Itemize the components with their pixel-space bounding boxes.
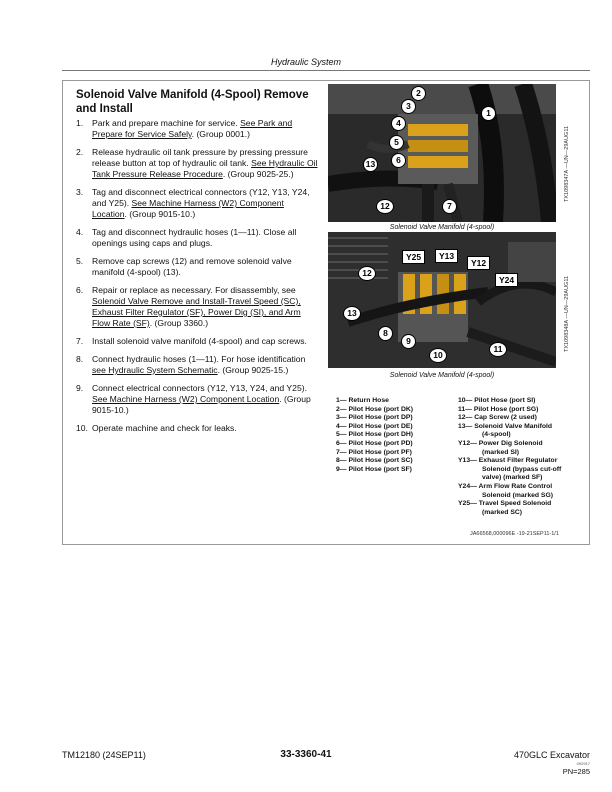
photo1-callout-6: 6 xyxy=(391,153,406,168)
photo2-tag-y24: Y24 xyxy=(495,273,518,287)
legend-item: 9— Pilot Hose (port SF) xyxy=(336,465,412,473)
footer-manual-id: TM12180 (24SEP11) xyxy=(62,750,146,760)
legend-item: 3— Pilot Hose (port DP) xyxy=(336,414,413,422)
step-text: Tag and disconnect electrical connectors (Y12, Y13, Y24, and Y25). xyxy=(92,187,310,208)
section-title: Solenoid Valve Manifold (4-Spool) Remove and Install xyxy=(76,89,309,115)
photo-2-caption: Solenoid Valve Manifold (4-spool) xyxy=(389,372,495,379)
step-text: . (Group 9015-10.) xyxy=(124,209,196,219)
document-code: JA66568,000096E -19-21SEP11-1/1 xyxy=(470,531,559,537)
procedure-step xyxy=(76,227,320,249)
step-text: Remove cap screws (12) and remove solenoid valve manifold (4-spool) (13). xyxy=(92,256,292,277)
step-text: . (Group 9025-15.) xyxy=(217,365,289,375)
photo1-callout-13: 13 xyxy=(363,157,378,172)
procedure-step xyxy=(76,336,320,347)
procedure-step xyxy=(76,423,320,434)
step-text: . (Group 3360.) xyxy=(149,318,209,328)
legend-item: Y25— Travel Speed Solenoid xyxy=(458,500,552,508)
header-rule xyxy=(62,70,590,71)
step-text: Release hydraulic oil tank pressure by pressing pressure release button at top of hydraulic oil tank. xyxy=(92,147,308,168)
step-text: Park and prepare machine for service. xyxy=(92,118,241,128)
photo-1-caption: Solenoid Valve Manifold (4-spool) xyxy=(389,224,495,231)
photo1-callout-4: 4 xyxy=(391,116,406,131)
photo-2-code: TX1098348A —UN—29AUG11 xyxy=(564,275,570,352)
legend-item: (marked SI) xyxy=(482,448,520,456)
legend-item: 6— Pilot Hose (port PD) xyxy=(336,439,413,447)
procedure-step xyxy=(76,187,320,220)
legend-item: 8— Pilot Hose (port SC) xyxy=(336,457,413,465)
procedure-step xyxy=(76,147,320,180)
legend-item: 10— Pilot Hose (port SI) xyxy=(458,397,536,404)
cross-reference-link[interactable]: Solenoid Valve Remove and Install-Travel Speed (SC), Exhaust Filter Regulator (SF), Power Dig (SI), and Arm Flow Rate (SF) xyxy=(92,296,301,328)
step-text: Connect hydraulic hoses (1—11). For hose identification xyxy=(92,354,306,364)
photo1-callout-5: 5 xyxy=(389,135,404,150)
photo2-tag-y12: Y12 xyxy=(467,256,490,270)
cross-reference-link[interactable]: See Hydraulic Oil Tank Pressure Release Procedure xyxy=(92,158,318,179)
legend-item: Y24— Arm Flow Rate Control xyxy=(458,482,553,490)
step-number: 6. xyxy=(76,285,84,295)
photo1-callout-1: 1 xyxy=(481,106,496,121)
step-number: 3. xyxy=(76,187,84,197)
procedure-step xyxy=(76,256,320,278)
legend-item: Solenoid (bypass cut-off xyxy=(482,465,562,473)
photo2-callout-10: 10 xyxy=(429,348,447,363)
step-number: 10. xyxy=(76,423,88,433)
step-number: 4. xyxy=(76,227,84,237)
cross-reference-link[interactable]: See Park and Prepare for Service Safely xyxy=(92,118,293,139)
running-header: Hydraulic System xyxy=(270,57,342,67)
photo2-callout-9: 9 xyxy=(401,334,416,349)
step-text: Tag and disconnect hydraulic hoses (1—11). Close all openings using caps and plugs. xyxy=(92,227,297,248)
legend-item: Y13— Exhaust Filter Regulator xyxy=(458,457,558,465)
step-text: Operate machine and check for leaks. xyxy=(92,423,237,433)
photo2-tag-y13: Y13 xyxy=(435,249,458,263)
legend-item: 5— Pilot Hose (port DH) xyxy=(336,431,414,439)
step-text: . (Group 9015-10.) xyxy=(92,394,311,415)
footer-pn: PN=285 xyxy=(562,767,590,776)
procedure-step xyxy=(76,285,320,329)
step-number: 2. xyxy=(76,147,84,157)
footer-small-code: 092917 xyxy=(576,761,590,766)
procedure-step xyxy=(76,354,320,376)
manifold-photo-2 xyxy=(328,232,556,368)
photo-1-code: TX1098347A —UN—29AUG11 xyxy=(564,125,570,202)
step-number: 5. xyxy=(76,256,84,266)
photo2-callout-13: 13 xyxy=(343,306,361,321)
step-text: Install solenoid valve manifold (4-spool) and cap screws. xyxy=(92,336,307,346)
legend-item: (marked SC) xyxy=(482,508,523,516)
manifold-photo-1 xyxy=(328,84,556,222)
footer-model: 470GLC Excavator xyxy=(513,750,590,760)
photo2-callout-11: 11 xyxy=(489,342,507,357)
step-number: 9. xyxy=(76,383,84,393)
photo1-callout-3: 3 xyxy=(401,99,416,114)
legend-item: 1— Return Hose xyxy=(336,397,389,404)
legend-left-column xyxy=(336,397,413,474)
step-text: Connect electrical connectors (Y12, Y13, Y24, and Y25). xyxy=(92,383,307,393)
step-number: 7. xyxy=(76,336,84,346)
photo1-callout-2: 2 xyxy=(411,86,426,101)
cross-reference-link[interactable]: See Machine Harness (W2) Component Location xyxy=(92,394,280,404)
cross-reference-link[interactable]: See Machine Harness (W2) Component Location xyxy=(92,198,284,219)
legend-item: Y12— Power Dig Solenoid xyxy=(458,439,543,447)
photo1-callout-7: 7 xyxy=(442,199,457,214)
procedure-steps xyxy=(76,118,320,441)
photo2-callout-12: 12 xyxy=(358,266,376,281)
cross-reference-link[interactable]: see Hydraulic System Schematic xyxy=(92,365,218,375)
step-number: 1. xyxy=(76,118,84,128)
photo-1-drawing xyxy=(328,84,556,222)
legend-right-column xyxy=(458,397,561,517)
photo1-callout-12: 12 xyxy=(376,199,394,214)
step-number: 8. xyxy=(76,354,84,364)
procedure-step xyxy=(76,383,320,416)
legend-item: 11— Pilot Hose (port SG) xyxy=(458,405,539,413)
procedure-step xyxy=(76,118,320,140)
legend-item: Solenoid (marked SG) xyxy=(482,491,554,499)
photo2-tag-y25: Y25 xyxy=(402,250,425,264)
step-text: . (Group 9025-25.) xyxy=(222,169,294,179)
step-text: . (Group 0001.) xyxy=(191,129,250,139)
photo2-callout-8: 8 xyxy=(378,326,393,341)
footer-page-number: 33-3360-41 xyxy=(280,749,332,760)
legend-item: 4— Pilot Hose (port DE) xyxy=(336,422,413,430)
legend-item: 7— Pilot Hose (port PF) xyxy=(336,448,412,456)
legend-item: (4-spool) xyxy=(482,431,511,439)
legend-item: 13— Solenoid Valve Manifold xyxy=(458,422,553,430)
legend-item: valve) (marked SF) xyxy=(482,474,543,482)
step-text: Repair or replace as necessary. For disassembly, see xyxy=(92,285,296,295)
legend-item: 2— Pilot Hose (port DK) xyxy=(336,405,414,413)
legend-item: 12— Cap Screw (2 used) xyxy=(458,414,537,422)
